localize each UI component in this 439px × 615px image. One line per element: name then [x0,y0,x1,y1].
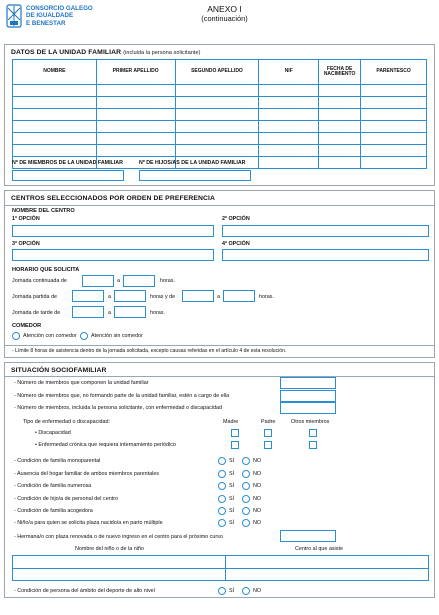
condition-multiple-birth-label: - Niño/a para quien se solicita plaza nacido/a en parto múltiple [14,520,163,526]
option2-field[interactable] [222,225,429,237]
sibling-label: - Hermana/o con plaza renovada o de nuevo ingreso en el centro para el próximo curso [14,534,223,540]
disability-label: • Discapacidad [35,430,71,436]
no-label: NO [253,458,262,464]
with-dining-label: Atención con comedor [23,333,77,339]
afternoon-from-field[interactable] [72,306,104,318]
socio-section [4,362,435,598]
disability-others-checkbox[interactable] [309,429,317,437]
option2-label: 2ª OPCIÓN [222,216,250,222]
no-label: NO [253,588,262,594]
table-row [13,145,427,157]
split-to1-field[interactable] [114,290,146,302]
continuous-from-field[interactable] [82,275,114,287]
center-column: Centro al que asiste [295,546,343,552]
table-row [13,121,427,133]
split-a2-label: a [217,294,220,300]
multiple-birth-yes-radio[interactable] [218,519,226,527]
members-count-label: Nº DE MIEMBROS DE LA UNIDAD FAMILIAR [12,160,123,166]
page-subtitle: (continuación) [201,14,248,23]
condition-staff-child-label: - Condición de hijo/a de personal del centro [14,496,118,502]
logo-text-line2: DE IGUALDADE [26,12,74,20]
yes-label: SÍ [229,508,235,514]
child-name-column: Nombre del niño o de la niño [75,546,144,552]
table-row [13,97,427,109]
staff-child-no-radio[interactable] [242,495,250,503]
no-label: NO [253,508,262,514]
afternoon-hours-label: horas. [150,310,165,316]
q-disability-label: - Número de miembros, incluida la persona solicitante, con enfermedad o discapacidad [14,405,222,411]
page-title: ANEXO I [207,4,242,14]
logo-text-line3: E BENESTAR [26,19,66,27]
split-label: Jornada partida de [12,294,57,300]
dining-title: COMEDOR [12,323,42,329]
table-row [13,109,427,121]
option4-label: 4ª OPCIÓN [222,241,250,247]
q-dependents-label: - Número de miembros que, no formando parte de la unidad familiar, estén a cargo de ella [14,393,230,399]
q-members-field[interactable] [280,377,336,389]
without-dining-radio[interactable] [80,332,88,340]
split-to2-field[interactable] [223,290,255,302]
column-segundo-apellido: SEGUNDO APELLIDO [175,60,259,85]
split-from1-field[interactable] [72,290,104,302]
split-a1-label: a [108,294,111,300]
continuous-label: Jornada continuada de [12,278,67,284]
chronic-father-checkbox[interactable] [264,441,272,449]
condition-monoparental-label: - Condición de familia monoparental [14,458,101,464]
condition-absence-label: - Ausencia del hogar familiar de ambos miembros parentales [14,471,160,477]
without-dining-label: Atención sin comedor [91,333,143,339]
option3-label: 3ª OPCIÓN [12,241,40,247]
table-row [13,85,427,97]
afternoon-to-field[interactable] [114,306,146,318]
children-count-field[interactable] [139,170,251,181]
foster-yes-radio[interactable] [218,507,226,515]
multiple-birth-no-radio[interactable] [242,519,250,527]
schedule-title: HORARIO QUE SOLICITA [12,267,80,273]
yes-label: SÍ [229,520,235,526]
sport-no-radio[interactable] [242,587,250,595]
numerosa-yes-radio[interactable] [218,482,226,490]
column-nif: NIF [259,60,319,85]
split-from2-field[interactable] [182,290,214,302]
option3-field[interactable] [12,249,214,261]
column-fecha-nacimiento: FECHA DE NACIMIENTO [319,60,361,85]
disability-father-checkbox[interactable] [264,429,272,437]
with-dining-radio[interactable] [12,332,20,340]
absence-yes-radio[interactable] [218,470,226,478]
chronic-label: • Enfermedad crónica que requiera internamiento periódico [35,442,176,448]
members-count-field[interactable] [12,170,124,181]
numerosa-no-radio[interactable] [242,482,250,490]
staff-child-yes-radio[interactable] [218,495,226,503]
sport-yes-radio[interactable] [218,587,226,595]
monoparental-yes-radio[interactable] [218,457,226,465]
monoparental-no-radio[interactable] [242,457,250,465]
logo-text-line1: CONSORCIO GALEGO [26,5,93,12]
afternoon-a-label: a [108,310,111,316]
others-column: Otros miembros [291,419,330,425]
centers-section [4,190,435,358]
yes-label: SÍ [229,471,235,477]
no-label: NO [253,520,262,526]
split-hours-and-label: horas y de [150,294,176,300]
no-label: NO [253,483,262,489]
family-section-title: DATOS DE LA UNIDAD FAMILIAR (incluida la persona solicitante) [11,49,201,56]
continuous-to-field[interactable] [123,275,155,287]
option1-field[interactable] [12,225,214,237]
split-hours-label: horas. [259,294,274,300]
absence-no-radio[interactable] [242,470,250,478]
father-column: Padre [261,419,276,425]
socio-section-title: SITUACIÓN SOCIOFAMILIAR [11,367,107,374]
mother-column: Madre [223,419,239,425]
no-label: NO [253,471,262,477]
center-name-label: NOMBRE DEL CENTRO [12,208,75,214]
option4-field[interactable] [222,249,429,261]
option1-label: 1ª OPCIÓN [12,216,40,222]
yes-label: SÍ [229,496,235,502]
sibling-field[interactable] [280,530,336,542]
chronic-mother-checkbox[interactable] [231,441,239,449]
family-table [12,59,427,169]
centers-section-title: CENTROS SELECCIONADOS POR ORDEN DE PREFERENCIA [11,195,215,202]
column-primer-apellido: PRIMER APELLIDO [96,60,175,85]
condition-foster-label: - Condición de familia acogedora [14,508,93,514]
q-disability-field[interactable] [280,402,336,414]
condition-numerosa-label: - Condición de familia numerosa [14,483,92,489]
yes-label: SÍ [229,458,235,464]
children-count-label: Nº DE HIJOS/AS DE LA UNIDAD FAMILIAR [139,160,246,166]
q-dependents-field[interactable] [280,390,336,402]
column-nombre: NOMBRE [13,60,97,85]
continuous-hours-label: horas. [160,278,175,284]
limit-note: - Límite 8 horas de asistencia dentro de la jornada solicitada, excepto causas referidas en el artículo 4 de esta resolución. [12,348,287,354]
table-row [13,133,427,145]
yes-label: SÍ [229,483,235,489]
family-section [4,44,435,186]
afternoon-label: Jornada de tarde de [12,310,61,316]
chronic-others-checkbox[interactable] [309,441,317,449]
yes-label: SÍ [229,588,235,594]
no-label: NO [253,496,262,502]
foster-no-radio[interactable] [242,507,250,515]
disability-mother-checkbox[interactable] [231,429,239,437]
illness-type-label: Tipo de enfermedad o discapacidad: [23,419,111,425]
column-parentesco: PARENTESCO [361,60,427,85]
q-members-label: - Número de miembros que componen la unidad familiar [14,380,149,386]
continuous-a-label: a [117,278,120,284]
sport-label: - Condición de persona del ámbito del deporte de alto nivel [14,588,155,594]
